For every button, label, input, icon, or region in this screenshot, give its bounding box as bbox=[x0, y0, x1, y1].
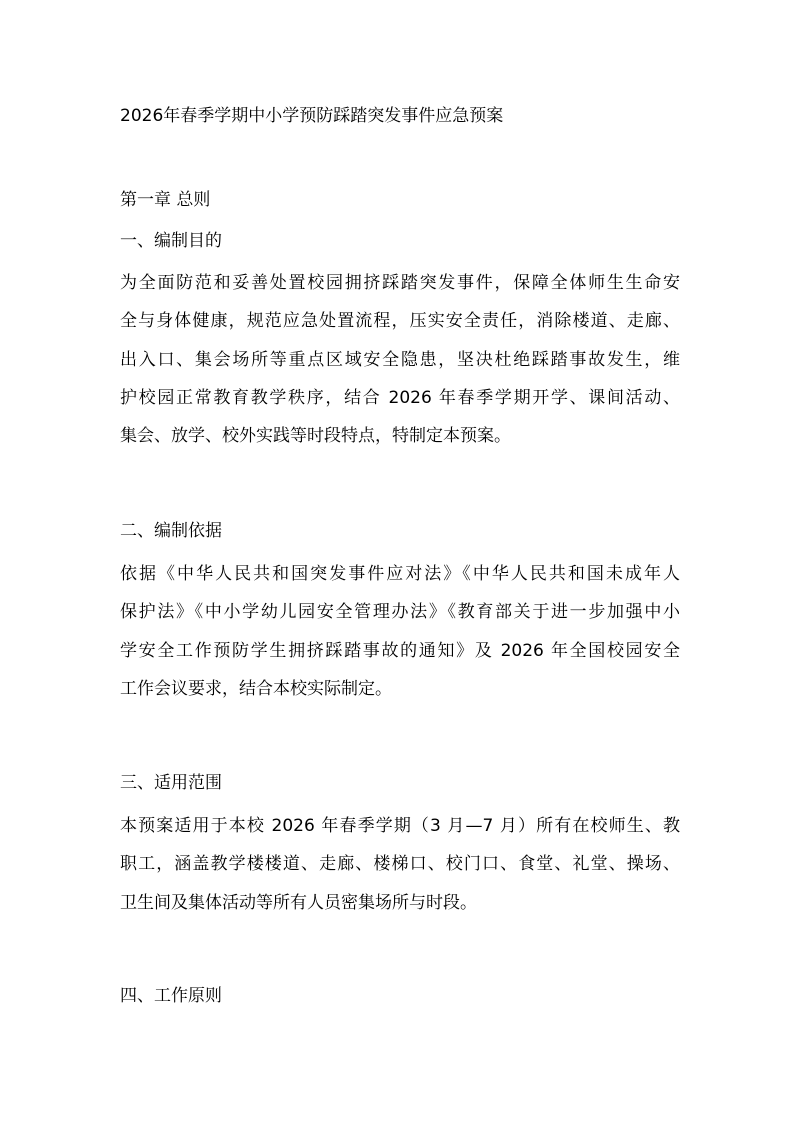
paragraph-line: 保护法》《中小学幼儿园安全管理办法》《教育部关于进一步加强中小 bbox=[120, 602, 680, 623]
section-heading-basis: 二、编制依据 bbox=[120, 521, 222, 541]
chapter-heading: 第一章 总则 bbox=[120, 190, 211, 210]
section-paragraph-scope bbox=[120, 807, 680, 922]
paragraph-line: 为全面防范和妥善处置校园拥挤踩踏突发事件，保障全体师生生命安 bbox=[120, 273, 680, 293]
paragraph-line: 依据《中华人民共和国突发事件应对法》《中华人民共和国未成年人 bbox=[120, 564, 680, 584]
paragraph-line: 学安全工作预防学生拥挤踩踏事故的通知》及 2026 年全国校园安全 bbox=[120, 640, 680, 661]
paragraph-line: 本预案适用于本校 2026 年春季学期（3 月—7 月）所有在校师生、教 bbox=[120, 816, 680, 836]
paragraph-line: 全与身体健康，规范应急处置流程，压实安全责任，消除楼道、走廊、 bbox=[120, 311, 680, 332]
section-heading-scope: 三、适用范围 bbox=[120, 773, 222, 793]
document-title: 2026年春季学期中小学预防踩踏突发事件应急预案 bbox=[120, 106, 504, 126]
section-paragraph-basis bbox=[120, 555, 680, 708]
paragraph-line: 集会、放学、校外实践等时段特点，特制定本预案。 bbox=[120, 426, 511, 447]
paragraph-line: 出入口、集会场所等重点区域安全隐患，坚决杜绝踩踏事故发生，维 bbox=[120, 349, 680, 370]
paragraph-line: 卫生间及集体活动等所有人员密集场所与时段。 bbox=[120, 892, 477, 913]
paragraph-line: 工作会议要求，结合本校实际制定。 bbox=[120, 678, 392, 699]
section-paragraph-purpose bbox=[120, 264, 680, 455]
section-heading-principles: 四、工作原则 bbox=[120, 986, 222, 1006]
paragraph-line: 职工，涵盖教学楼楼道、走廊、楼梯口、校门口、食堂、礼堂、操场、 bbox=[120, 854, 680, 875]
paragraph-line: 护校园正常教育教学秩序，结合 2026 年春季学期开学、课间活动、 bbox=[120, 387, 680, 408]
section-heading-purpose: 一、编制目的 bbox=[120, 231, 222, 251]
